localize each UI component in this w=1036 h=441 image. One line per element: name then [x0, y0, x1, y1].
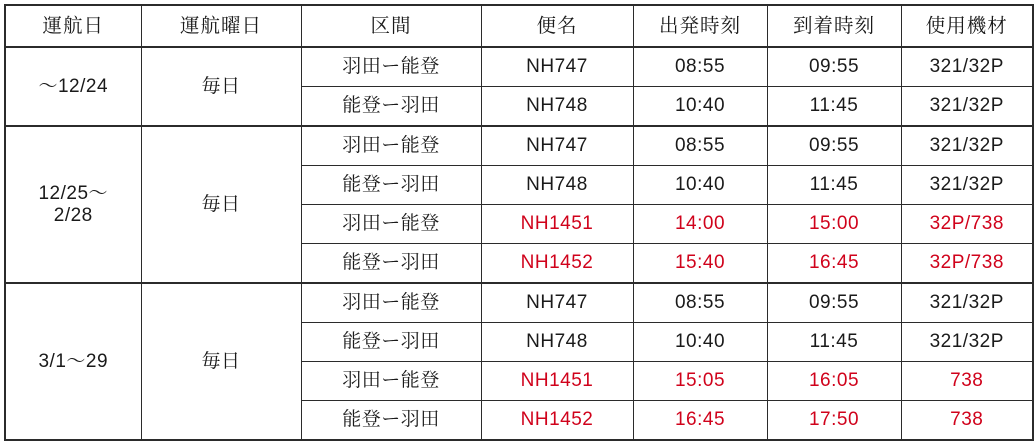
flight-number-cell: NH1451	[481, 362, 633, 401]
equipment-cell: 321/32P	[901, 166, 1033, 205]
column-header-equipment: 使用機材	[901, 5, 1033, 47]
table-header	[5, 5, 1033, 47]
column-header-operating-days: 運航曜日	[141, 5, 301, 47]
operating-days-cell: 毎日	[141, 126, 301, 283]
arrival-time-cell: 09:55	[767, 283, 901, 323]
departure-time-cell: 08:55	[633, 126, 767, 166]
table-body	[5, 47, 1033, 440]
table-row	[5, 126, 1033, 166]
segment-cell: 能登ー羽田	[301, 244, 481, 284]
flight-number-cell: NH747	[481, 47, 633, 87]
equipment-cell: 32P/738	[901, 205, 1033, 244]
arrival-time-cell: 09:55	[767, 47, 901, 87]
flight-number-cell: NH1452	[481, 401, 633, 441]
arrival-time-cell: 15:00	[767, 205, 901, 244]
equipment-cell: 321/32P	[901, 47, 1033, 87]
period-line-1: 〜12/24	[38, 75, 109, 97]
segment-cell: 羽田ー能登	[301, 362, 481, 401]
column-header-flight-number: 便名	[481, 5, 633, 47]
departure-time-cell: 10:40	[633, 166, 767, 205]
equipment-cell: 321/32P	[901, 87, 1033, 127]
flight-number-cell: NH748	[481, 87, 633, 127]
flight-number-cell: NH747	[481, 126, 633, 166]
operating-days-cell: 毎日	[141, 283, 301, 440]
period-cell	[5, 47, 141, 126]
operating-days-cell: 毎日	[141, 47, 301, 126]
equipment-cell: 321/32P	[901, 323, 1033, 362]
table-row	[5, 283, 1033, 323]
period-line-2: 2/28	[53, 204, 93, 226]
departure-time-cell: 10:40	[633, 87, 767, 127]
flight-schedule-document	[0, 4, 1036, 431]
equipment-cell: 32P/738	[901, 244, 1033, 284]
segment-cell: 羽田ー能登	[301, 283, 481, 323]
departure-time-cell: 08:55	[633, 283, 767, 323]
segment-cell: 羽田ー能登	[301, 205, 481, 244]
column-header-segment: 区間	[301, 5, 481, 47]
equipment-cell: 738	[901, 362, 1033, 401]
equipment-cell: 321/32P	[901, 126, 1033, 166]
departure-time-cell: 14:00	[633, 205, 767, 244]
arrival-time-cell: 17:50	[767, 401, 901, 441]
arrival-time-cell: 11:45	[767, 323, 901, 362]
table-row	[5, 47, 1033, 87]
flight-number-cell: NH1451	[481, 205, 633, 244]
segment-cell: 能登ー羽田	[301, 166, 481, 205]
segment-cell: 能登ー羽田	[301, 87, 481, 127]
period-cell	[5, 283, 141, 440]
column-header-operating-date: 運航日	[5, 5, 141, 47]
arrival-time-cell: 11:45	[767, 166, 901, 205]
period-cell	[5, 126, 141, 283]
arrival-time-cell: 09:55	[767, 126, 901, 166]
departure-time-cell: 15:40	[633, 244, 767, 284]
equipment-cell: 738	[901, 401, 1033, 441]
equipment-cell: 321/32P	[901, 283, 1033, 323]
arrival-time-cell: 11:45	[767, 87, 901, 127]
departure-time-cell: 16:45	[633, 401, 767, 441]
period-line-1: 3/1〜29	[38, 350, 109, 372]
arrival-time-cell: 16:05	[767, 362, 901, 401]
period-line-1: 12/25〜	[38, 182, 109, 204]
flight-number-cell: NH747	[481, 283, 633, 323]
segment-cell: 羽田ー能登	[301, 47, 481, 87]
departure-time-cell: 10:40	[633, 323, 767, 362]
header-row	[5, 5, 1033, 47]
column-header-arrival-time: 到着時刻	[767, 5, 901, 47]
segment-cell: 能登ー羽田	[301, 323, 481, 362]
flight-number-cell: NH1452	[481, 244, 633, 284]
flight-schedule-table	[4, 4, 1034, 441]
departure-time-cell: 15:05	[633, 362, 767, 401]
segment-cell: 能登ー羽田	[301, 401, 481, 441]
segment-cell: 羽田ー能登	[301, 126, 481, 166]
flight-number-cell: NH748	[481, 323, 633, 362]
flight-number-cell: NH748	[481, 166, 633, 205]
arrival-time-cell: 16:45	[767, 244, 901, 284]
departure-time-cell: 08:55	[633, 47, 767, 87]
column-header-departure-time: 出発時刻	[633, 5, 767, 47]
